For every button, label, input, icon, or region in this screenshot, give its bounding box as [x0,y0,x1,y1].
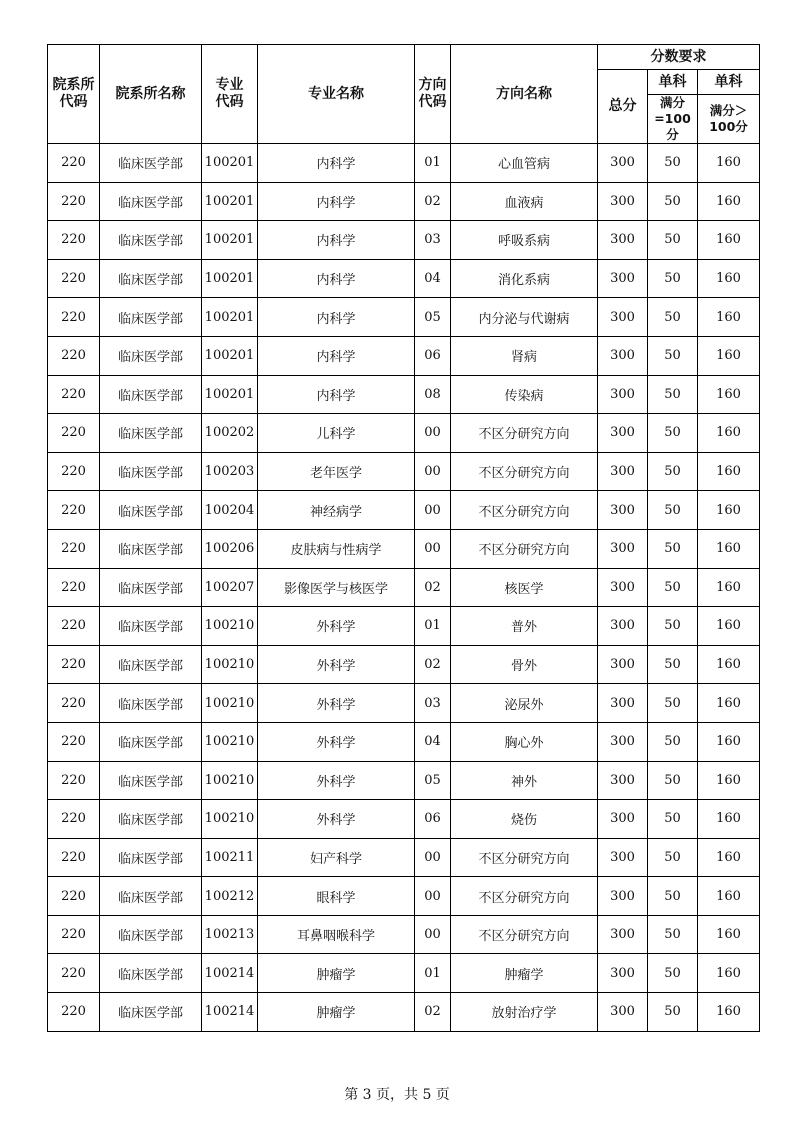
cell-major-name: 内科学 [258,298,415,337]
table-row [48,838,760,877]
cell-dept-code: 220 [48,298,100,337]
header-full-score-100: 满分 =100分 [648,95,698,144]
cell-total-score: 300 [598,144,648,183]
cell-single-full-over-100: 160 [698,645,760,684]
cell-direction-code: 01 [415,144,451,183]
cell-direction-name: 放射治疗学 [451,993,598,1032]
cell-total-score: 300 [598,336,648,375]
cell-single-full-100: 50 [648,144,698,183]
cell-total-score: 300 [598,645,648,684]
cell-dept-code: 220 [48,336,100,375]
cell-single-full-100: 50 [648,259,698,298]
cell-major-name: 外科学 [258,607,415,646]
cell-dept-code: 220 [48,491,100,530]
cell-dept-name: 临床医学部 [100,336,202,375]
cell-total-score: 300 [598,529,648,568]
cell-total-score: 300 [598,838,648,877]
cell-dept-code: 220 [48,877,100,916]
cell-dept-code: 220 [48,954,100,993]
cell-dept-name: 临床医学部 [100,221,202,260]
table-row [48,259,760,298]
cell-direction-name: 不区分研究方向 [451,452,598,491]
cell-major-code: 100214 [202,993,258,1032]
cell-direction-code: 00 [415,529,451,568]
cell-dept-name: 临床医学部 [100,645,202,684]
cell-dept-name: 临床医学部 [100,800,202,839]
cell-direction-code: 05 [415,761,451,800]
cell-dept-name: 临床医学部 [100,452,202,491]
cell-direction-code: 00 [415,915,451,954]
cell-direction-name: 泌尿外 [451,684,598,723]
cell-direction-code: 00 [415,452,451,491]
cell-major-code: 100213 [202,915,258,954]
cell-single-full-over-100: 160 [698,607,760,646]
cell-direction-name: 不区分研究方向 [451,414,598,453]
cell-direction-code: 05 [415,298,451,337]
cell-total-score: 300 [598,761,648,800]
cell-dept-code: 220 [48,722,100,761]
cell-dept-code: 220 [48,800,100,839]
table-row [48,221,760,260]
cell-direction-name: 不区分研究方向 [451,915,598,954]
cell-dept-code: 220 [48,375,100,414]
cell-single-full-over-100: 160 [698,954,760,993]
cell-single-full-over-100: 160 [698,761,760,800]
cell-total-score: 300 [598,877,648,916]
cell-major-code: 100201 [202,298,258,337]
header-direction-name: 方向名称 [451,45,598,144]
cell-major-code: 100210 [202,684,258,723]
cell-major-code: 100206 [202,529,258,568]
table-row [48,645,760,684]
cell-major-name: 内科学 [258,259,415,298]
cell-direction-code: 01 [415,954,451,993]
cell-major-code: 100201 [202,221,258,260]
cell-single-full-over-100: 160 [698,993,760,1032]
cell-major-name: 内科学 [258,336,415,375]
cell-single-full-over-100: 160 [698,800,760,839]
cell-dept-name: 临床医学部 [100,259,202,298]
cell-direction-code: 02 [415,182,451,221]
cell-single-full-100: 50 [648,915,698,954]
cell-total-score: 300 [598,954,648,993]
header-single-subject-1: 单科 [648,70,698,95]
cell-direction-name: 肾病 [451,336,598,375]
cell-single-full-over-100: 160 [698,375,760,414]
cell-dept-name: 临床医学部 [100,414,202,453]
cell-dept-name: 临床医学部 [100,684,202,723]
cell-single-full-100: 50 [648,221,698,260]
cell-direction-name: 骨外 [451,645,598,684]
cell-single-full-100: 50 [648,414,698,453]
cell-direction-code: 03 [415,221,451,260]
header-dept-name: 院系所名称 [100,45,202,144]
cell-major-code: 100210 [202,645,258,684]
table-row [48,298,760,337]
cell-major-code: 100214 [202,954,258,993]
cell-major-name: 耳鼻咽喉科学 [258,915,415,954]
cell-major-code: 100210 [202,607,258,646]
header-full-score-over-100: 满分＞ 100分 [698,95,760,144]
cell-major-name: 外科学 [258,645,415,684]
cell-major-code: 100212 [202,877,258,916]
cell-dept-code: 220 [48,529,100,568]
table-row [48,491,760,530]
cell-single-full-over-100: 160 [698,838,760,877]
cell-single-full-100: 50 [648,491,698,530]
cell-direction-code: 00 [415,877,451,916]
cell-major-name: 外科学 [258,722,415,761]
cell-single-full-over-100: 160 [698,684,760,723]
cell-direction-name: 血液病 [451,182,598,221]
cell-direction-name: 心血管病 [451,144,598,183]
cell-major-name: 儿科学 [258,414,415,453]
header-major-name: 专业名称 [258,45,415,144]
cell-total-score: 300 [598,452,648,491]
table-row [48,452,760,491]
cell-dept-code: 220 [48,607,100,646]
cell-dept-name: 临床医学部 [100,915,202,954]
cell-total-score: 300 [598,221,648,260]
cell-single-full-100: 50 [648,838,698,877]
table-row [48,877,760,916]
cell-major-name: 神经病学 [258,491,415,530]
cell-dept-name: 临床医学部 [100,375,202,414]
cell-direction-name: 烧伤 [451,800,598,839]
cell-total-score: 300 [598,800,648,839]
cell-single-full-100: 50 [648,800,698,839]
cell-direction-name: 不区分研究方向 [451,877,598,916]
cell-total-score: 300 [598,259,648,298]
cell-major-name: 外科学 [258,761,415,800]
cell-total-score: 300 [598,568,648,607]
score-table-wrapper [47,44,759,1032]
cell-single-full-over-100: 160 [698,182,760,221]
cell-major-name: 老年医学 [258,452,415,491]
cell-single-full-100: 50 [648,645,698,684]
cell-single-full-100: 50 [648,298,698,337]
cell-dept-name: 临床医学部 [100,182,202,221]
cell-dept-name: 临床医学部 [100,877,202,916]
cell-total-score: 300 [598,414,648,453]
cell-single-full-over-100: 160 [698,722,760,761]
cell-direction-code: 02 [415,645,451,684]
cell-dept-code: 220 [48,221,100,260]
cell-major-code: 100203 [202,452,258,491]
table-body [48,144,760,1032]
cell-direction-code: 01 [415,607,451,646]
cell-single-full-100: 50 [648,954,698,993]
cell-dept-code: 220 [48,761,100,800]
cell-dept-name: 临床医学部 [100,529,202,568]
header-direction-code: 方向 代码 [415,45,451,144]
cell-single-full-over-100: 160 [698,915,760,954]
table-row [48,336,760,375]
cell-dept-name: 临床医学部 [100,607,202,646]
header-score-requirements: 分数要求 [598,45,760,70]
cell-dept-code: 220 [48,568,100,607]
cell-single-full-100: 50 [648,993,698,1032]
cell-direction-name: 呼吸系病 [451,221,598,260]
cell-dept-name: 临床医学部 [100,993,202,1032]
cell-major-name: 外科学 [258,800,415,839]
cell-single-full-over-100: 160 [698,298,760,337]
cell-direction-name: 消化系病 [451,259,598,298]
header-dept-code: 院系所 代码 [48,45,100,144]
cell-direction-code: 06 [415,336,451,375]
cell-major-name: 内科学 [258,144,415,183]
cell-single-full-over-100: 160 [698,877,760,916]
header-single-subject-2: 单科 [698,70,760,95]
cell-single-full-over-100: 160 [698,336,760,375]
cell-major-code: 100201 [202,182,258,221]
cell-major-name: 外科学 [258,684,415,723]
cell-total-score: 300 [598,607,648,646]
header-total-score: 总分 [598,70,648,144]
cell-direction-code: 03 [415,684,451,723]
cell-major-name: 内科学 [258,182,415,221]
cell-dept-code: 220 [48,182,100,221]
table-row [48,607,760,646]
cell-single-full-100: 50 [648,761,698,800]
cell-total-score: 300 [598,298,648,337]
table-row [48,144,760,183]
cell-single-full-100: 50 [648,336,698,375]
cell-single-full-100: 50 [648,684,698,723]
cell-direction-code: 02 [415,568,451,607]
cell-direction-code: 04 [415,259,451,298]
cell-direction-name: 内分泌与代谢病 [451,298,598,337]
cell-direction-code: 00 [415,414,451,453]
table-row [48,568,760,607]
cell-major-code: 100204 [202,491,258,530]
cell-direction-name: 胸心外 [451,722,598,761]
cell-single-full-100: 50 [648,568,698,607]
cell-direction-code: 02 [415,993,451,1032]
cell-single-full-100: 50 [648,529,698,568]
cell-major-name: 内科学 [258,375,415,414]
score-requirements-table [47,44,760,1032]
cell-direction-name: 普外 [451,607,598,646]
page-footer: 第 3 页，共 5 页 [344,1087,450,1103]
cell-single-full-over-100: 160 [698,414,760,453]
cell-major-code: 100210 [202,800,258,839]
table-row [48,761,760,800]
cell-dept-code: 220 [48,915,100,954]
cell-dept-code: 220 [48,259,100,298]
cell-single-full-over-100: 160 [698,259,760,298]
cell-single-full-over-100: 160 [698,491,760,530]
cell-major-name: 内科学 [258,221,415,260]
cell-single-full-100: 50 [648,722,698,761]
cell-single-full-over-100: 160 [698,221,760,260]
cell-direction-code: 08 [415,375,451,414]
cell-total-score: 300 [598,915,648,954]
cell-major-code: 100210 [202,761,258,800]
cell-major-code: 100201 [202,259,258,298]
header-major-code: 专业 代码 [202,45,258,144]
cell-single-full-100: 50 [648,607,698,646]
cell-dept-code: 220 [48,144,100,183]
cell-single-full-over-100: 160 [698,452,760,491]
table-row [48,182,760,221]
cell-dept-name: 临床医学部 [100,722,202,761]
cell-major-name: 肿瘤学 [258,954,415,993]
cell-direction-name: 不区分研究方向 [451,491,598,530]
cell-direction-name: 肿瘤学 [451,954,598,993]
cell-major-name: 皮肤病与性病学 [258,529,415,568]
cell-major-name: 眼科学 [258,877,415,916]
cell-dept-name: 临床医学部 [100,144,202,183]
cell-dept-name: 临床医学部 [100,954,202,993]
cell-direction-code: 04 [415,722,451,761]
table-row [48,684,760,723]
cell-major-code: 100210 [202,722,258,761]
cell-total-score: 300 [598,722,648,761]
cell-dept-name: 临床医学部 [100,491,202,530]
cell-dept-code: 220 [48,684,100,723]
cell-single-full-over-100: 160 [698,568,760,607]
cell-single-full-100: 50 [648,375,698,414]
table-row [48,529,760,568]
table-row [48,722,760,761]
table-row [48,954,760,993]
cell-major-code: 100201 [202,144,258,183]
cell-major-code: 100201 [202,375,258,414]
cell-dept-name: 临床医学部 [100,761,202,800]
cell-single-full-100: 50 [648,877,698,916]
cell-dept-name: 临床医学部 [100,298,202,337]
cell-total-score: 300 [598,375,648,414]
cell-single-full-100: 50 [648,452,698,491]
cell-single-full-100: 50 [648,182,698,221]
cell-total-score: 300 [598,684,648,723]
table-header [48,45,760,144]
cell-major-code: 100211 [202,838,258,877]
cell-total-score: 300 [598,182,648,221]
cell-major-code: 100207 [202,568,258,607]
cell-direction-name: 不区分研究方向 [451,838,598,877]
cell-single-full-over-100: 160 [698,529,760,568]
table-row [48,993,760,1032]
table-row [48,414,760,453]
cell-major-name: 妇产科学 [258,838,415,877]
cell-direction-name: 传染病 [451,375,598,414]
cell-dept-code: 220 [48,414,100,453]
cell-total-score: 300 [598,993,648,1032]
cell-direction-code: 06 [415,800,451,839]
cell-dept-code: 220 [48,993,100,1032]
cell-major-code: 100202 [202,414,258,453]
cell-dept-code: 220 [48,452,100,491]
cell-total-score: 300 [598,491,648,530]
cell-dept-code: 220 [48,838,100,877]
cell-dept-code: 220 [48,645,100,684]
cell-direction-code: 00 [415,838,451,877]
cell-major-code: 100201 [202,336,258,375]
cell-single-full-over-100: 160 [698,144,760,183]
table-row [48,375,760,414]
cell-direction-name: 不区分研究方向 [451,529,598,568]
cell-dept-name: 临床医学部 [100,568,202,607]
cell-direction-name: 核医学 [451,568,598,607]
cell-direction-code: 00 [415,491,451,530]
table-row [48,800,760,839]
cell-major-name: 肿瘤学 [258,993,415,1032]
cell-direction-name: 神外 [451,761,598,800]
cell-major-name: 影像医学与核医学 [258,568,415,607]
cell-dept-name: 临床医学部 [100,838,202,877]
table-row [48,915,760,954]
